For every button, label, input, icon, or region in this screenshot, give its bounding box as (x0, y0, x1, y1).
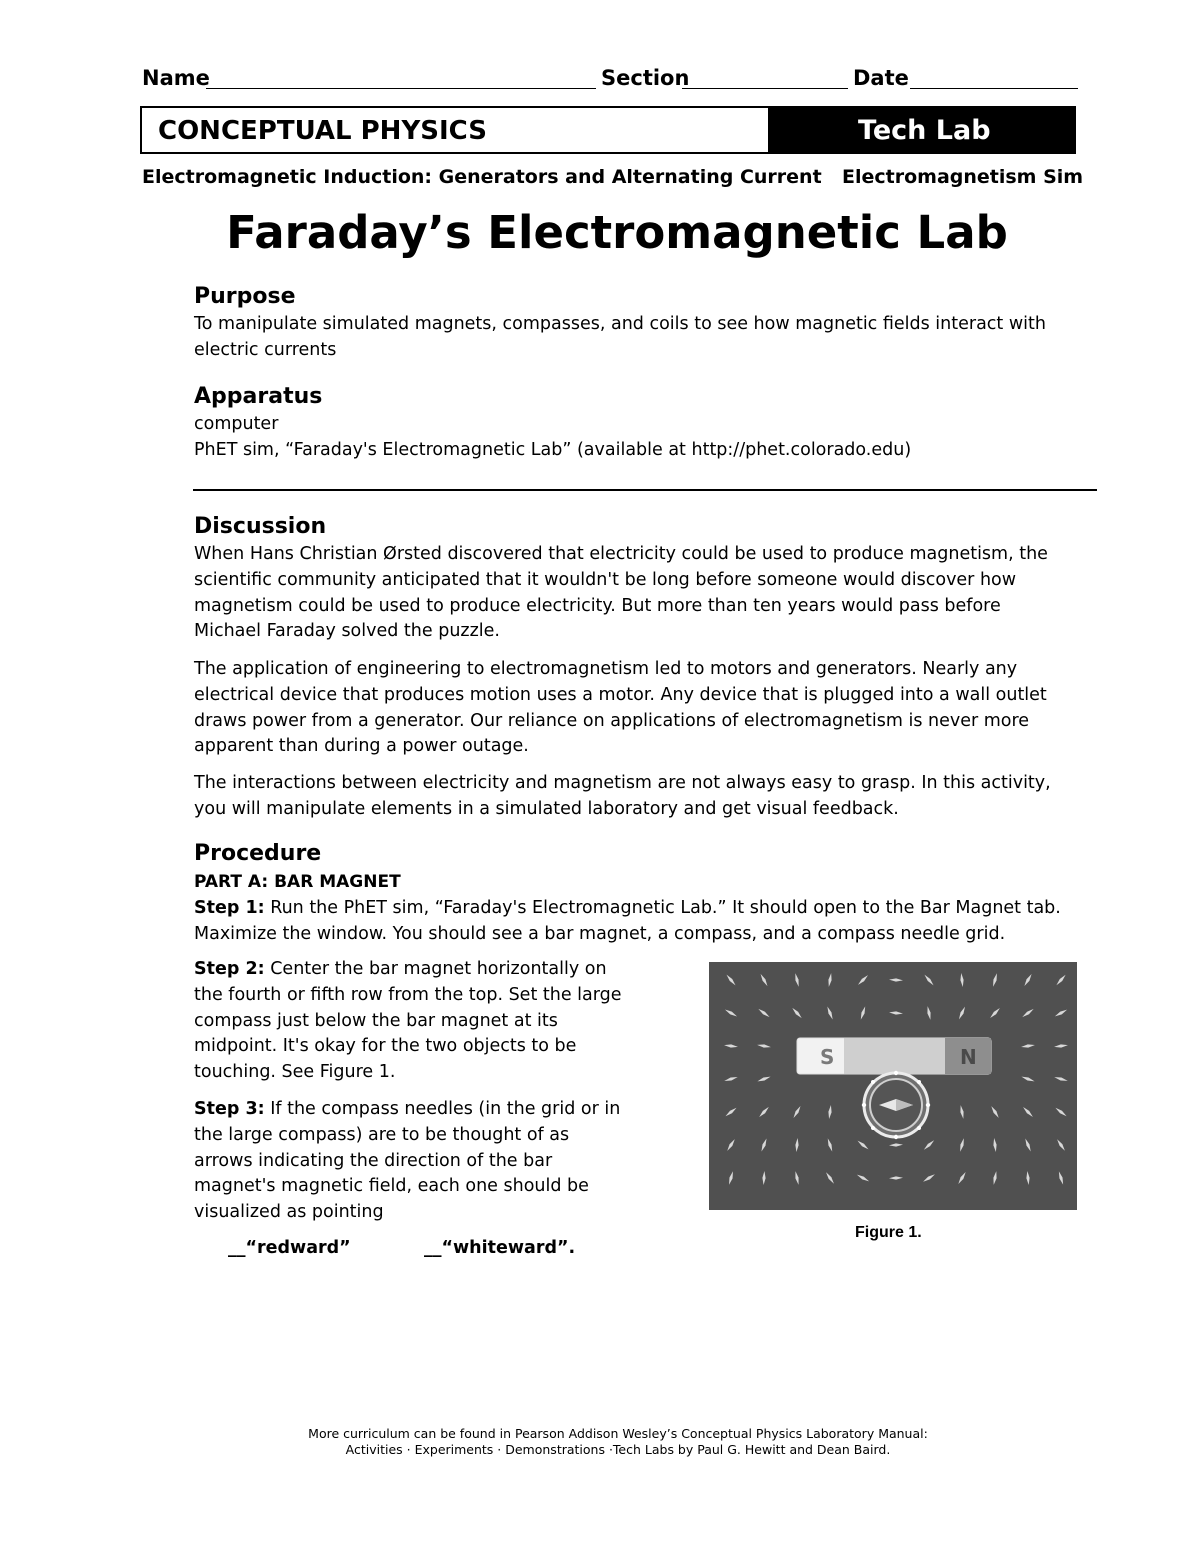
text-line: arrows indicating the direction of the bar (194, 1150, 553, 1171)
compass-needle (762, 1171, 766, 1185)
apparatus-item: PhET sim, “Faraday's Electromagnetic Lab” (available at http://phet.colorado.edu) (194, 439, 912, 460)
compass-needle (758, 1106, 770, 1118)
compass-needle (826, 1138, 833, 1152)
compass-needle (960, 973, 965, 987)
compass-needle (889, 1176, 903, 1180)
compass-needle (1054, 1076, 1068, 1083)
compass-needle (1055, 974, 1067, 987)
compass-needle (1021, 1075, 1035, 1083)
magnet-s-label: S (820, 1045, 835, 1069)
option-redward[interactable]: __“redward” (228, 1238, 351, 1258)
compass-needle (724, 1076, 738, 1083)
compass-needle (1026, 1171, 1031, 1185)
compass-needle (889, 978, 903, 982)
text-line: electrical device that produces motion uses a motor. Any device that is plugged into a wall outlet (194, 684, 1047, 705)
text-line: visualized as pointing (194, 1202, 384, 1223)
text-line: the fourth or fifth row from the top. Set the large (194, 984, 622, 1005)
course-title: CONCEPTUAL PHYSICS (158, 116, 487, 146)
text-line: The interactions between electricity and magnetism are not always easy to grasp. In this activity, (194, 773, 1051, 793)
compass-needle (990, 1105, 1000, 1119)
discussion-paragraph-2 (194, 657, 1047, 760)
compass-needle (889, 1011, 903, 1015)
text-line: When Hans Christian Ørsted discovered that electricity could be used to produce magnetism, the (194, 544, 1048, 564)
text-line: If the compass needles (in the grid or in (264, 1099, 621, 1119)
text-line: apparent than during a power outage. (194, 736, 529, 757)
compass-needle (794, 1171, 800, 1185)
compass-needle (992, 1171, 998, 1185)
compass-needle (724, 1106, 737, 1117)
option-whiteward[interactable]: __“whiteward”. (424, 1238, 576, 1258)
text-line: draws power from a generator. Our reliance on applications of electromagnetism is never more (194, 710, 1030, 731)
compass-needle (725, 974, 736, 987)
part-a-heading: PART A: BAR MAGNET (194, 872, 401, 892)
text-line: Maximize the window. You should see a bar magnet, a compass, and a compass needle grid. (194, 923, 1006, 944)
compass-needle (1021, 1043, 1035, 1048)
section-label: Section (601, 66, 690, 90)
text-line: magnetism could be used to produce electricity. But more than ten years would pass before (194, 595, 1001, 616)
compass-needle (757, 1043, 771, 1048)
text-line: the large compass) are to be thought of as (194, 1124, 570, 1145)
text-line: scientific community anticipated that it wouldn't be long before someone would discover how (194, 569, 1017, 590)
apparatus-list (194, 412, 911, 464)
compass-needle (889, 1143, 903, 1147)
compass-needle (724, 1008, 738, 1018)
compass-needle (857, 974, 869, 986)
compass-needle (826, 1006, 834, 1020)
name-field[interactable] (206, 88, 596, 89)
compass-needle (1054, 1107, 1067, 1118)
compass-needle (922, 1173, 936, 1183)
compass-needle (1057, 1171, 1064, 1185)
step-label: Step 2: (194, 959, 265, 979)
compass-needle (993, 1138, 998, 1152)
compass-needle (856, 1173, 870, 1182)
compass-needle (959, 1105, 965, 1119)
text-line: you will manipulate elements in a simulated laboratory and get visual feedback. (194, 798, 899, 819)
compass-needle (992, 973, 999, 987)
compass-needle (923, 1139, 935, 1151)
compass-needle (760, 1138, 768, 1152)
compass-needle (857, 1139, 870, 1150)
chapter-topic: Electromagnetic Induction: Generators and Alternating Current (142, 166, 822, 188)
discussion-paragraph-3 (194, 771, 1051, 823)
figure-simulation-screenshot (709, 962, 1077, 1210)
compass-needle (757, 1075, 771, 1083)
apparatus-heading: Apparatus (194, 384, 323, 409)
compass-needle (989, 1007, 1001, 1019)
compass-needle (757, 1008, 770, 1019)
discussion-heading: Discussion (194, 514, 327, 539)
compass-needle (795, 1138, 799, 1152)
section-divider (193, 489, 1097, 491)
text-line: Center the bar magnet horizontally on (264, 959, 607, 979)
compass-needle (958, 1006, 967, 1020)
compass-needle (1023, 973, 1033, 987)
compass-needle (794, 973, 800, 987)
large-compass (862, 1071, 930, 1139)
text-line: compass just below the bar magnet at its (194, 1010, 558, 1031)
course-banner (140, 106, 1076, 154)
step-2 (194, 957, 622, 1086)
compass-needle (759, 973, 769, 987)
text-line: The application of engineering to electromagnetism led to motors and generators. Nearly any (194, 659, 1018, 679)
compass-needle (859, 1006, 866, 1020)
step-label: Step 1: (194, 898, 265, 918)
text-line: touching. See Figure 1. (194, 1062, 396, 1083)
purpose-text (194, 312, 1046, 364)
figure-caption: Figure 1. (855, 1224, 922, 1241)
page-title: Faraday’s Electromagnetic Lab (226, 206, 1008, 259)
footer-line-2: Activities · Experiments · Demonstrations ·Tech Labs by Paul G. Hewitt and Dean Baird. (345, 1442, 891, 1457)
compass-needle (926, 1006, 932, 1020)
compass-needle (827, 973, 833, 987)
compass-needle (724, 1044, 738, 1049)
discussion-paragraph-1 (194, 542, 1048, 645)
purpose-line: To manipulate simulated magnets, compasses, and coils to see how magnetic fields interact with (194, 314, 1046, 334)
name-label: Name (142, 66, 210, 90)
purpose-heading: Purpose (194, 284, 296, 309)
procedure-heading: Procedure (194, 841, 322, 866)
sim-name: Electromagnetism Sim (842, 166, 1084, 188)
step-3 (194, 1097, 620, 1226)
purpose-line: electric currents (194, 339, 337, 360)
bar-magnet (797, 1038, 991, 1074)
step-1 (194, 896, 1061, 948)
compass-needle (1024, 1138, 1032, 1152)
student-info-line (142, 66, 1078, 96)
compass-needle (1021, 1008, 1034, 1019)
compass-needle (827, 1105, 832, 1119)
date-label: Date (853, 66, 909, 90)
compass-needle (791, 1007, 803, 1020)
magnet-n-label: N (960, 1045, 977, 1069)
compass-needle (923, 974, 935, 987)
compass-needle (1054, 1008, 1068, 1018)
compass-needle-grid (709, 962, 1077, 1210)
apparatus-item: computer (194, 414, 279, 434)
footer-line-1: More curriculum can be found in Pearson Addison Wesley’s Conceptual Physics Laboratory Manual: (308, 1426, 928, 1441)
compass-needle (1054, 1044, 1068, 1049)
tech-lab-badge: Tech Lab (768, 108, 1074, 152)
compass-needle (1022, 1106, 1034, 1118)
compass-needle (727, 1171, 734, 1185)
compass-needle (1056, 1138, 1066, 1151)
text-line: Michael Faraday solved the puzzle. (194, 621, 500, 642)
compass-needle (957, 1171, 967, 1185)
section-field[interactable] (682, 88, 848, 89)
text-line: Run the PhET sim, “Faraday's Electromagnetic Lab.” It should open to the Bar Magnet tab. (264, 898, 1061, 918)
text-line: midpoint. It's okay for the two objects to be (194, 1036, 577, 1057)
compass-needle (792, 1105, 802, 1119)
step-label: Step 3: (194, 1099, 265, 1119)
compass-needle (825, 1171, 836, 1184)
compass-needle (726, 1138, 736, 1152)
compass-needle (959, 1138, 966, 1152)
date-field[interactable] (910, 88, 1078, 89)
text-line: magnet's magnetic field, each one should be (194, 1176, 589, 1197)
